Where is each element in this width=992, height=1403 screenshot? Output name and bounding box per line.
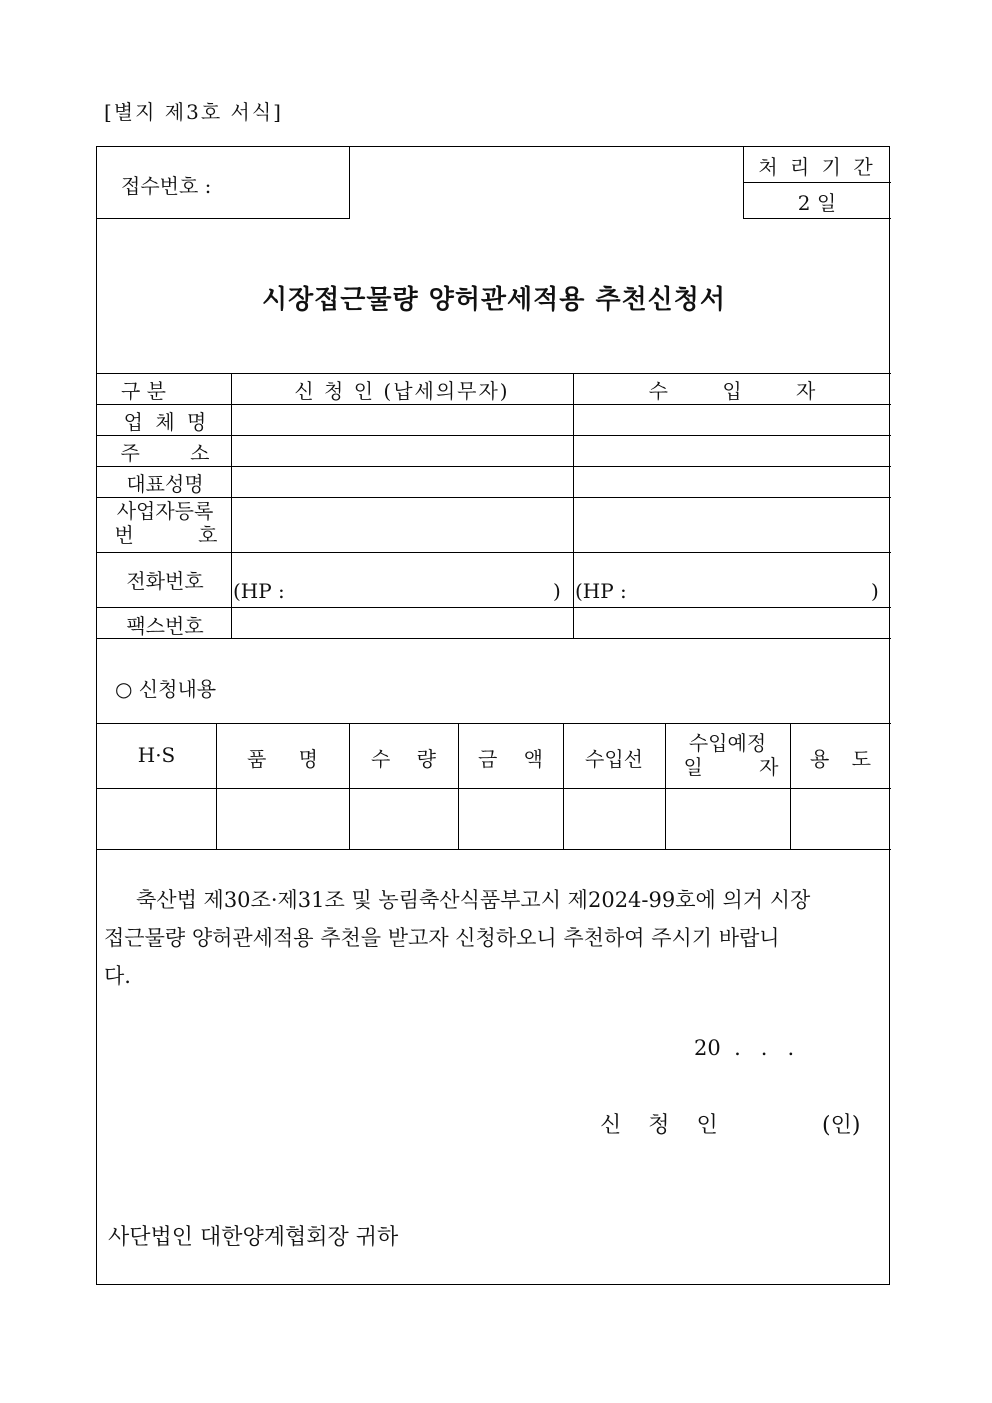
importer-hp-field[interactable]: (HP : [575, 579, 627, 603]
processing-period-label: 처 리 기 간 [758, 155, 876, 179]
col-header-planned-import: 수입예정 [688, 731, 767, 755]
row-label-phone: 전화번호 [126, 569, 204, 593]
signature-label: 신 청 인 [600, 1113, 728, 1138]
statement-line-3: 다. [104, 964, 131, 988]
col-header-quantity: 수 량 [371, 747, 436, 771]
col-header-amount: 금 액 [478, 747, 543, 771]
col-header-importer: 수 입 자 [648, 379, 816, 403]
row-label-address: 주 소 [120, 441, 210, 465]
row-label-fax: 팩스번호 [126, 614, 204, 638]
seal-mark: (인) [822, 1113, 861, 1138]
addressee: 사단법인 대한양계협회장 귀하 [108, 1225, 399, 1250]
col-header-applicant: 신 청 인 (납세의무자) [294, 379, 510, 403]
col-header-import-source: 수입선 [585, 747, 643, 771]
date-line: 20 . . . [694, 1036, 795, 1060]
row-label-company-name: 업 체 명 [123, 410, 207, 434]
col-header-usage: 용 도 [810, 747, 871, 771]
processing-period-value: 2 일 [797, 191, 837, 215]
request-contents-heading: ○ 신청내용 [115, 677, 217, 701]
statement-line-2: 접근물량 양허관세적용 추천을 받고자 신청하오니 추천하여 주시기 바랍니 [104, 926, 780, 950]
form-title: 시장접근물량 양허관세적용 추천신청서 [261, 285, 727, 315]
row-label-business-reg-no-line2: 번 호 [114, 523, 218, 547]
row-label-representative: 대표성명 [126, 472, 204, 496]
importer-hp-close: ) [871, 579, 879, 603]
form-number-label: [별지 제3호 서식] [104, 100, 283, 124]
col-header-category: 구 분 [121, 379, 166, 403]
applicant-hp-field[interactable]: (HP : [233, 579, 285, 603]
statement-line-1: 축산법 제30조·제31조 및 농림축산식품부고시 제2024-99호에 의거 시장 [136, 888, 811, 912]
col-header-item-name: 품 명 [247, 747, 318, 771]
applicant-hp-close: ) [553, 579, 561, 603]
application-form [96, 146, 890, 1285]
receipt-number-label: 접수번호 : [121, 174, 212, 198]
row-label-business-reg-no-line1: 사업자등록 [116, 499, 214, 523]
col-header-date: 일 자 [683, 755, 779, 779]
col-header-hs: H·S [137, 743, 176, 767]
